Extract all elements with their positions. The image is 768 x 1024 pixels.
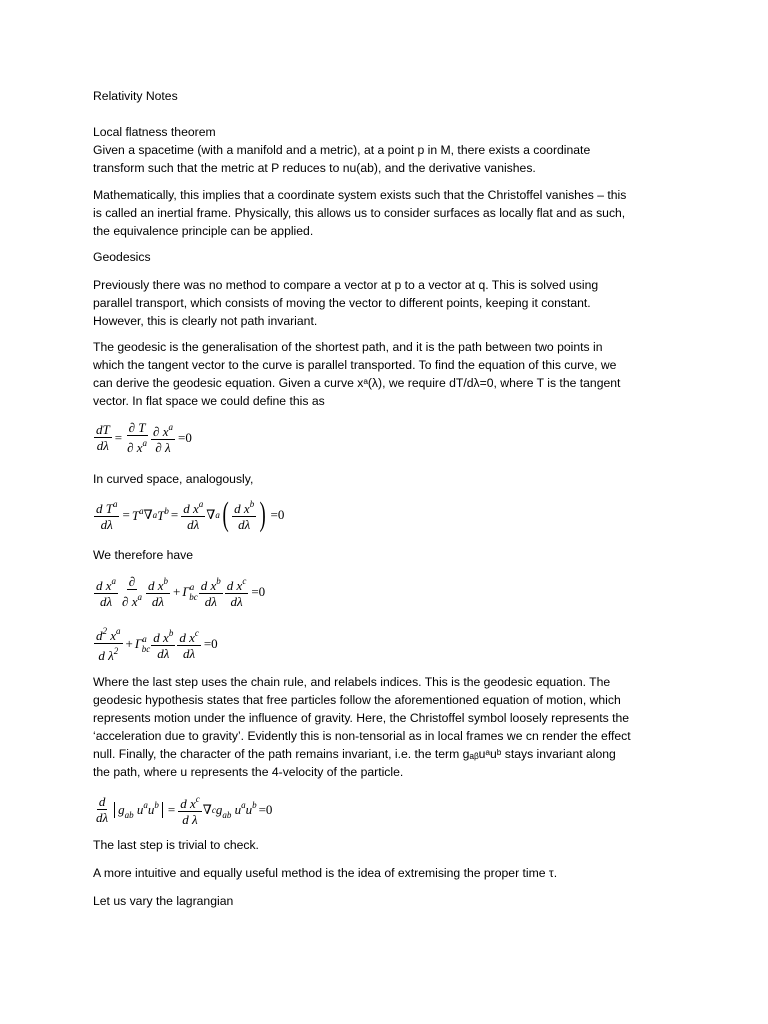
text-line: represents motion under the influence of gravity. Here, the Christoffel symbol loosely represents the [93, 711, 630, 725]
text-line: Given a spacetime (with a manifold and a metric), at a point p in M, there exists a coordinate [93, 143, 591, 157]
paragraph-local-flatness-2 [93, 186, 683, 240]
section-heading-local-flatness: Local flatness theorem [93, 125, 216, 139]
paragraph-lagrangian: Let us vary the lagrangian [93, 894, 234, 908]
paragraph-geodesics-1 [93, 276, 683, 330]
text-line: null. Finally, the character of the path remains invariant, i.e. the term gₐᵦuᵃuᵇ stays invariant along [93, 747, 616, 761]
text-line: transform such that the metric at P reduces to nu(ab), and the derivative vanishes. [93, 161, 536, 175]
section-heading-geodesics: Geodesics [93, 250, 151, 264]
paragraph-geodesics-2 [93, 338, 683, 410]
text-line: vector. In flat space we could define this as [93, 394, 325, 408]
paragraph-proper-time: A more intuitive and equally useful method is the idea of extremising the proper time τ. [93, 866, 558, 880]
equation-curved-space: $\frac{d T^a}{d\lambda}$ = $T^a$ ∇ a $T^b$ = $\frac{d x^a}{d\lambda}$ ∇ a ( $\frac{d x^b}{d\lambda}$ ) =0 [96, 495, 285, 533]
document-title: Relativity Notes [93, 89, 178, 103]
paragraph-geodesic-hypothesis [93, 673, 683, 781]
text-line: parallel transport, which consists of moving the vector to different points, keeping it constant. [93, 296, 591, 310]
text-line: which the tangent vector to the curve is parallel transported. To find the equation of this curve, we [93, 358, 617, 372]
text-line: the equivalence principle can be applied. [93, 224, 314, 238]
text-line: the path, where u represents the 4-velocity of the particle. [93, 765, 404, 779]
text-line: The geodesic is the generalisation of the shortest path, and it is the path between two points in [93, 340, 603, 354]
text-line: Mathematically, this implies that a coordinate system exists such that the Christoffel vanishes – this [93, 188, 627, 202]
text-line: geodesic hypothesis states that free particles follow the aforementioned equation of motion, which [93, 693, 621, 707]
text-line: ‘acceleration due to gravity’. Evidently this is non-tensorial as in local frames we cn render the effect [93, 729, 631, 743]
paragraph-trivial: The last step is trivial to check. [93, 838, 259, 852]
text-line: Previously there was no method to compare a vector at p to a vector at q. This is solved using [93, 278, 599, 292]
equation-geodesic-expanded: $\frac{d x^a}{d\lambda}$ $\frac{\partial}{\partial x^a}$ $\frac{d x^b}{d\lambda}$ + $\Gamma^a_{bc}$ $\frac{d x^b}{d\lambda}$ $\frac{d x^c}{d\lambda}$ =0 [96, 574, 266, 609]
text-line: is called an inertial frame. Physically, this allows us to consider surfaces as locally flat and as such, [93, 206, 626, 220]
paragraph-local-flatness-1 [93, 141, 683, 177]
text-line: However, this is clearly not path invariant. [93, 314, 318, 328]
equation-geodesic: $\frac{d^2 x^a}{d \lambda^2}$ + $\Gamma^a_{bc}$ $\frac{d x^b}{d\lambda}$ $\frac{d x^c}{d\lambda}$ =0 [96, 626, 218, 663]
paragraph-therefore: We therefore have [93, 548, 194, 562]
paragraph-curved-intro: In curved space, analogously, [93, 472, 254, 486]
equation-invariance: $\frac{d}{d\lambda}$ $g_{ab}$ $u^au^b$ = $\frac{d x^c}{\text{d λ}}$ ∇ c $g_{ab}$ $u^au^b$ =0 [96, 794, 273, 827]
text-line: Where the last step uses the chain rule, and relabels indices. This is the geodesic equation. The [93, 675, 611, 689]
text-line: can derive the geodesic equation. Given a curve xᵃ(λ), we require dT/dλ=0, where T is the tangent [93, 376, 621, 390]
document-page [93, 0, 683, 1024]
equation-flat-space: $\frac{dT}{d\lambda}$ = $\frac{\partial T}{\partial x^a}$ $\frac{\partial x^a}{\partial \lambda}$ =0 [96, 420, 192, 455]
